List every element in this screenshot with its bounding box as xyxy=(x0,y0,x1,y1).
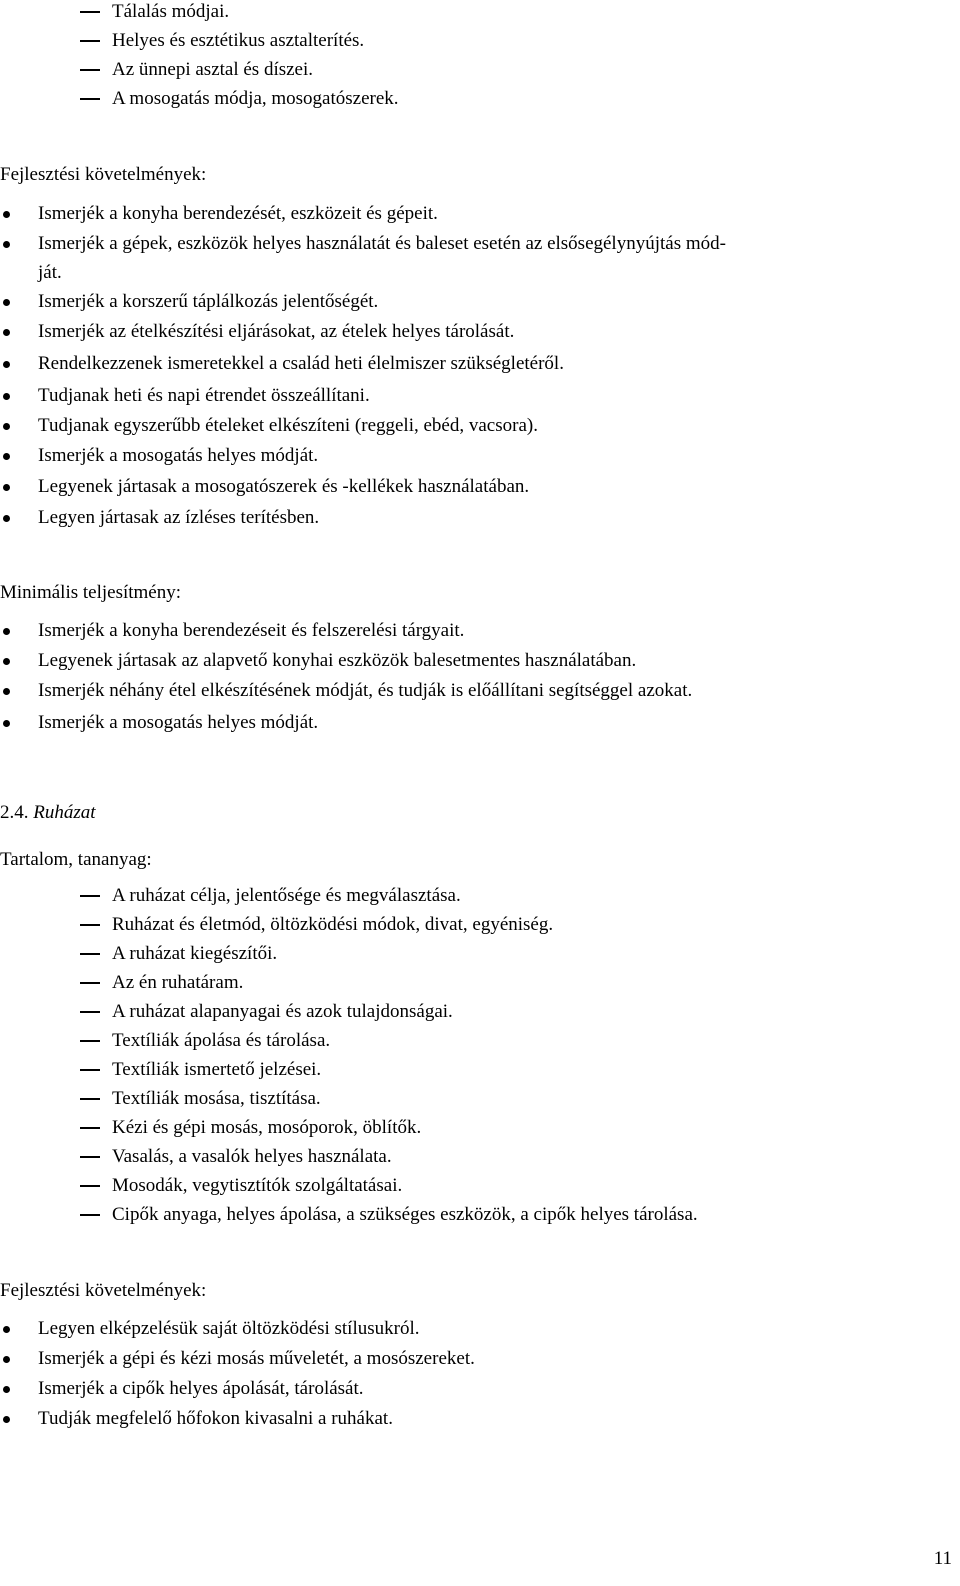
dash-icon xyxy=(80,1156,100,1158)
bullet-icon xyxy=(3,1326,10,1333)
bullet-icon xyxy=(3,720,10,727)
bullet-icon xyxy=(3,211,10,218)
bullet-icon xyxy=(3,241,10,248)
dash-icon xyxy=(80,1098,100,1100)
dash-icon xyxy=(80,982,100,984)
dash-icon xyxy=(80,1127,100,1129)
section-heading: Minimális teljesítmény: xyxy=(0,582,182,603)
dash-icon xyxy=(80,1011,100,1013)
dash-icon xyxy=(80,953,100,955)
list-item-continuation: ját. xyxy=(38,262,62,283)
section-heading: Tartalom, tananyag: xyxy=(0,849,152,870)
bullet-icon xyxy=(3,688,10,695)
section-heading: Fejlesztési követelmények: xyxy=(0,164,207,185)
bullet-icon xyxy=(3,453,10,460)
bullet-icon xyxy=(3,393,10,400)
page-number: 11 xyxy=(933,1548,952,1569)
bullet-icon xyxy=(3,1356,10,1363)
dash-icon xyxy=(80,1040,100,1042)
dash-icon xyxy=(80,98,100,100)
dash-icon xyxy=(80,1069,100,1071)
bullet-icon xyxy=(3,299,10,306)
bullet-icon xyxy=(3,1386,10,1393)
bullet-icon xyxy=(3,361,10,368)
section-number: 2.4. xyxy=(0,802,29,823)
dash-icon xyxy=(80,69,100,71)
bullet-icon xyxy=(3,628,10,635)
dash-icon xyxy=(80,924,100,926)
section-title-text: Ruházat xyxy=(33,802,96,823)
dash-icon xyxy=(80,895,100,897)
bullet-icon xyxy=(3,484,10,491)
dash-icon xyxy=(80,1185,100,1187)
bullet-icon xyxy=(3,658,10,665)
dash-icon xyxy=(80,11,100,13)
bullet-icon xyxy=(3,1416,10,1423)
section-heading: Fejlesztési követelmények: xyxy=(0,1280,207,1301)
bullet-icon xyxy=(3,423,10,430)
dash-icon xyxy=(80,40,100,42)
section-title xyxy=(0,801,96,825)
dash-icon xyxy=(80,1214,100,1216)
bullet-icon xyxy=(3,515,10,522)
bullet-icon xyxy=(3,329,10,336)
